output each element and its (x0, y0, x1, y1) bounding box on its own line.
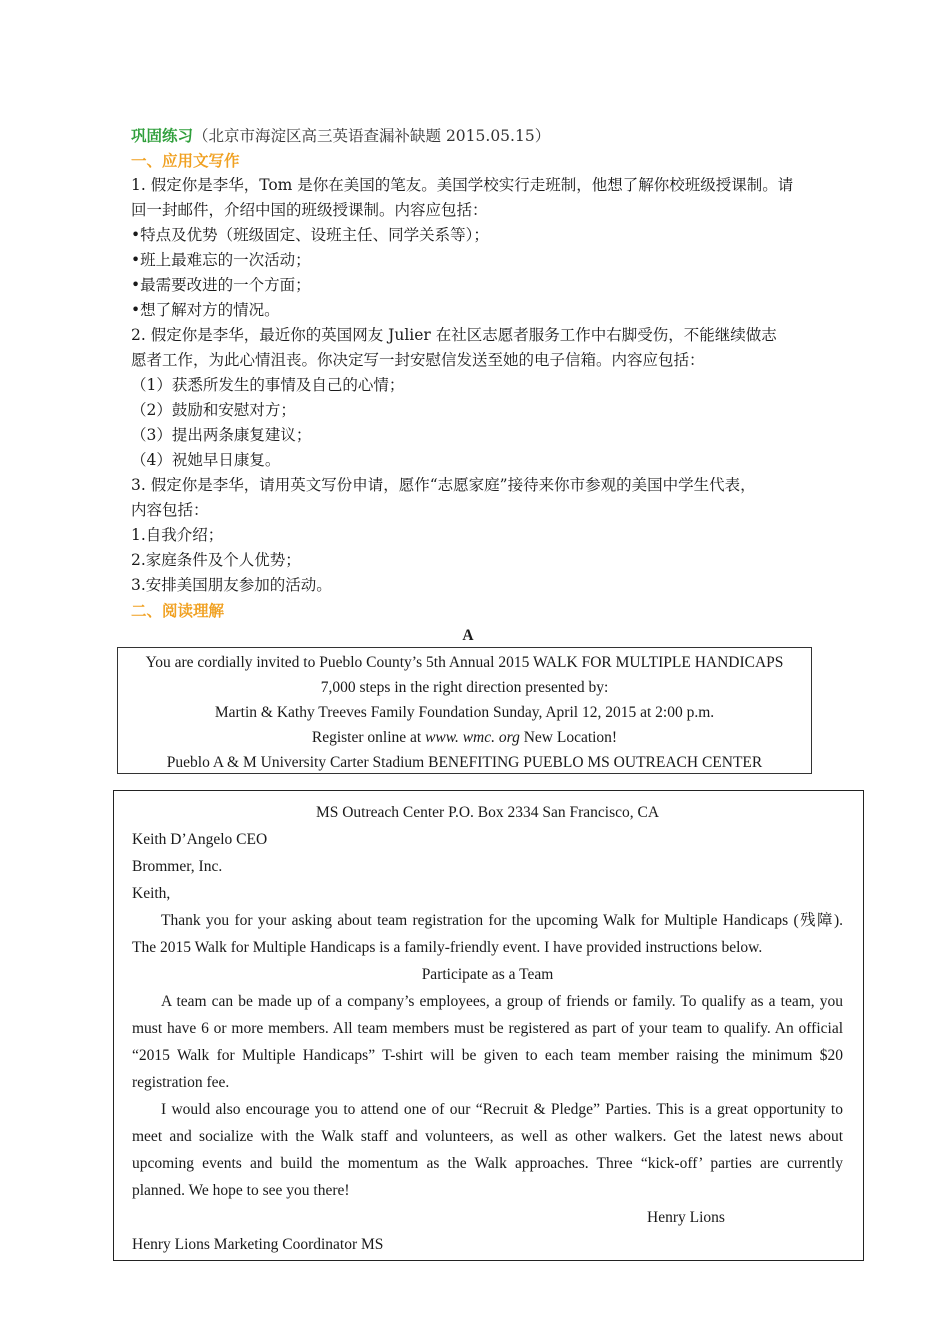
s1-line: 1. 假定你是李华，Tom 是你在美国的笔友。美国学校实行走班制，他想了解你校班级授课制。请 (131, 176, 794, 194)
s1-line: （2）鼓励和安慰对方； (131, 401, 296, 419)
letter-recipient: Keith D’Angelo CEO (132, 831, 268, 848)
s1-line: •班上最难忘的一次活动； (131, 251, 311, 269)
register-text: Register online at (311, 729, 426, 746)
register-url: www. wmc. org (425, 729, 520, 746)
s1-line: （4）祝她早日康复。 (131, 451, 281, 469)
s1-line: 3. 假定你是李华，请用英文写份申请，愿作“志愿家庭”接待来你市参观的美国中学生代表， (131, 476, 756, 494)
s1-line: 2.家庭条件及个人优势； (131, 551, 301, 569)
heading-source: （北京市海淀区高三英语查漏补缺题 2015.05.15） (193, 127, 551, 145)
s1-line: （1）获悉所发生的事情及自己的心情； (131, 376, 405, 394)
letter-box (113, 790, 864, 1261)
letter-paragraph-line: “2015 Walk for Multiple Handicaps” T-shirt will be given to each team member raising the minimum $20 (132, 1047, 843, 1064)
letter-paragraph-line: A team can be made up of a company’s employees, a group of friends or family. To qualify as a team, you (161, 993, 843, 1010)
letter-paragraph-line: must have 6 or more members. All team members must be registered as part of your team to qualify. An official (132, 1020, 843, 1037)
s1-line: •想了解对方的情况。 (131, 301, 280, 319)
letter-signature: Henry Lions (647, 1209, 725, 1226)
section1-title: 一、应用文写作 (131, 151, 240, 170)
letter-paragraph-line: meet and socialize with the Walk staff and volunteers, as well as other walkers. Get the latest news about (132, 1128, 843, 1145)
s1-line: 2. 假定你是李华，最近你的英国网友 Julier 在社区志愿者服务工作中右脚受伤，不能继续做志 (131, 326, 777, 344)
letter-paragraph-line: planned. We hope to see you there! (132, 1182, 350, 1199)
heading-line (131, 123, 550, 149)
letter-salutation: Keith, (132, 885, 171, 902)
letter-paragraph-line: Thank you for your asking about team registration for the upcoming Walk for Multiple Handicaps (残障). (161, 912, 843, 929)
section2-title: 二、阅读理解 (131, 601, 225, 620)
s1-line: 1.自我介绍； (131, 526, 224, 544)
s1-line: （3）提出两条康复建议； (131, 426, 312, 444)
letter-company: Brommer, Inc. (132, 858, 223, 875)
passage-label: A (462, 627, 474, 644)
invitation-box (117, 647, 812, 774)
s1-line: 内容包括： (131, 501, 209, 519)
letter-footer: Henry Lions Marketing Coordinator MS (132, 1236, 384, 1253)
s1-line: 愿者工作，为此心情沮丧。你决定写一封安慰信发送至她的电子信箱。内容应包括： (131, 351, 705, 369)
s1-line: 3.安排美国朋友参加的活动。 (131, 576, 332, 594)
letter-subheading: Participate as a Team (421, 966, 554, 983)
heading-title: 巩固练习 (131, 126, 194, 145)
invitation-line: Martin & Kathy Treeves Family Foundation Sunday, April 12, 2015 at 2:00 p.m. (214, 704, 715, 721)
invitation-register-line (118, 725, 811, 750)
invitation-line: 7,000 steps in the right direction presented by: (320, 679, 609, 696)
s1-line: •特点及优势（班级固定、设班主任、同学关系等）； (131, 226, 489, 244)
invitation-line: Pueblo A & M University Carter Stadium BENEFITING PUEBLO MS OUTREACH CENTER (166, 754, 763, 771)
letter-paragraph-line: I would also encourage you to attend one of our “Recruit & Pledge” Parties. This is a great opportunity to (161, 1101, 843, 1118)
new-location-text: New Location! (519, 729, 618, 746)
s1-line: •最需要改进的一个方面； (131, 276, 311, 294)
letter-address: MS Outreach Center P.O. Box 2334 San Francisco, CA (315, 804, 660, 821)
letter-paragraph-line: registration fee. (132, 1074, 230, 1091)
s1-line: 回一封邮件，介绍中国的班级授课制。内容应包括： (131, 201, 488, 219)
invitation-line: You are cordially invited to Pueblo County’s 5th Annual 2015 WALK FOR MULTIPLE HANDICAPS (145, 654, 784, 671)
letter-paragraph-line: upcoming events and build the momentum as the Walk approaches. Three “kick-off’ parties are currently (132, 1155, 843, 1172)
letter-paragraph-line: The 2015 Walk for Multiple Handicaps is a family-friendly event. I have provided instructions below. (132, 939, 763, 956)
